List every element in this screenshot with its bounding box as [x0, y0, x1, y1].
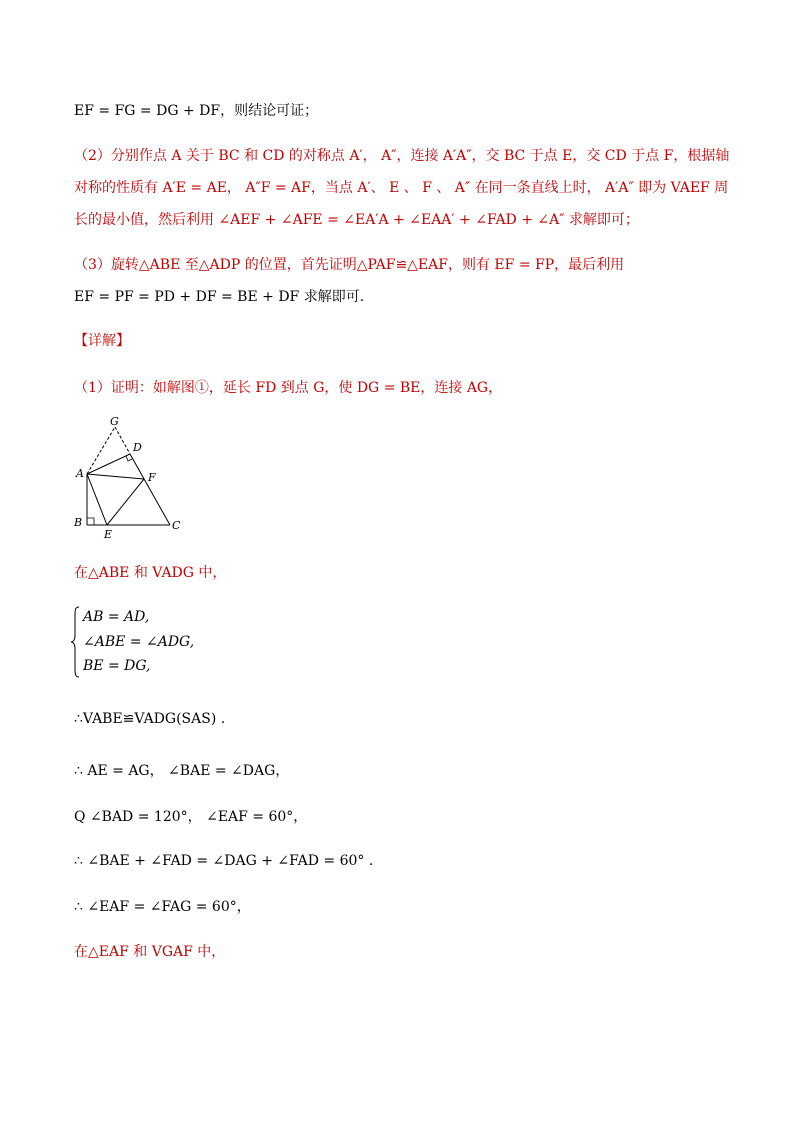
system-row-2: ∠ABE = ∠ADG, — [83, 634, 195, 650]
text-line-13: ∴ ∠EAF = ∠FAG = 60°， — [74, 899, 251, 915]
label-e: E — [104, 528, 113, 541]
segment-ae — [87, 474, 107, 525]
text-line-14: 在△EAF 和 VGAF 中， — [74, 944, 226, 960]
system-row-3: BE = DG, — [83, 658, 151, 674]
system-row-1: AB = AD, — [83, 609, 150, 625]
label-b: B — [74, 516, 83, 529]
geometry-figure — [70, 414, 185, 542]
text-line-3: 对称的性质有 A′E = AE， A″F = AF，当点 A′、 E 、 F 、 A″ 在同一条直线上时， A′A″ 即为 VAEF 周 — [74, 180, 729, 196]
text-line-9: ∴VABE≌VADG(SAS) . — [74, 711, 226, 727]
section-heading: 【详解】 — [74, 333, 130, 349]
geometry-figure-svg — [70, 414, 185, 542]
text-line-10: ∴ AE = AG， ∠BAE = ∠DAG， — [74, 763, 290, 779]
segment-ef — [107, 479, 144, 525]
label-a: A — [76, 467, 84, 480]
label-d: D — [133, 441, 142, 454]
text-line-2: （2）分别作点 A 关于 BC 和 CD 的对称点 A′， A″，连接 A′A″，交 BC 于点 E，交 CD 于点 F，根据轴 — [74, 148, 730, 164]
text-line-1: EF = FG = DG + DF，则结论可证； — [74, 103, 319, 119]
label-f: F — [148, 471, 156, 484]
text-line-8: 在△ABE 和 VADG 中， — [74, 565, 227, 581]
right-angle-b — [87, 518, 94, 525]
segment-af — [87, 474, 144, 479]
text-line-4: 长的最小值，然后利用 ∠AEF + ∠AFE = ∠EA′A + ∠EAA′ + ∠FAD + ∠A″ 求解即可； — [74, 212, 639, 228]
text-line-11: Q ∠BAD = 120°， ∠EAF = 60°， — [74, 809, 308, 825]
label-g: G — [110, 415, 119, 428]
segment-gd — [115, 427, 130, 454]
brace-icon — [70, 606, 80, 678]
equation-system — [70, 606, 250, 678]
label-c: C — [172, 519, 181, 532]
text-line-6: EF = PF = PD + DF = BE + DF 求解即可. — [74, 289, 365, 305]
text-line-12: ∴ ∠BAE + ∠FAD = ∠DAG + ∠FAD = 60° . — [74, 853, 374, 869]
text-line-5: （3）旋转△ABE 至△ADP 的位置，首先证明△PAF≌△EAF，则有 EF = FP，最后利用 — [74, 257, 625, 273]
text-line-7: （1）证明：如解图①，延长 FD 到点 G，使 DG = BE，连接 AG， — [74, 380, 503, 396]
